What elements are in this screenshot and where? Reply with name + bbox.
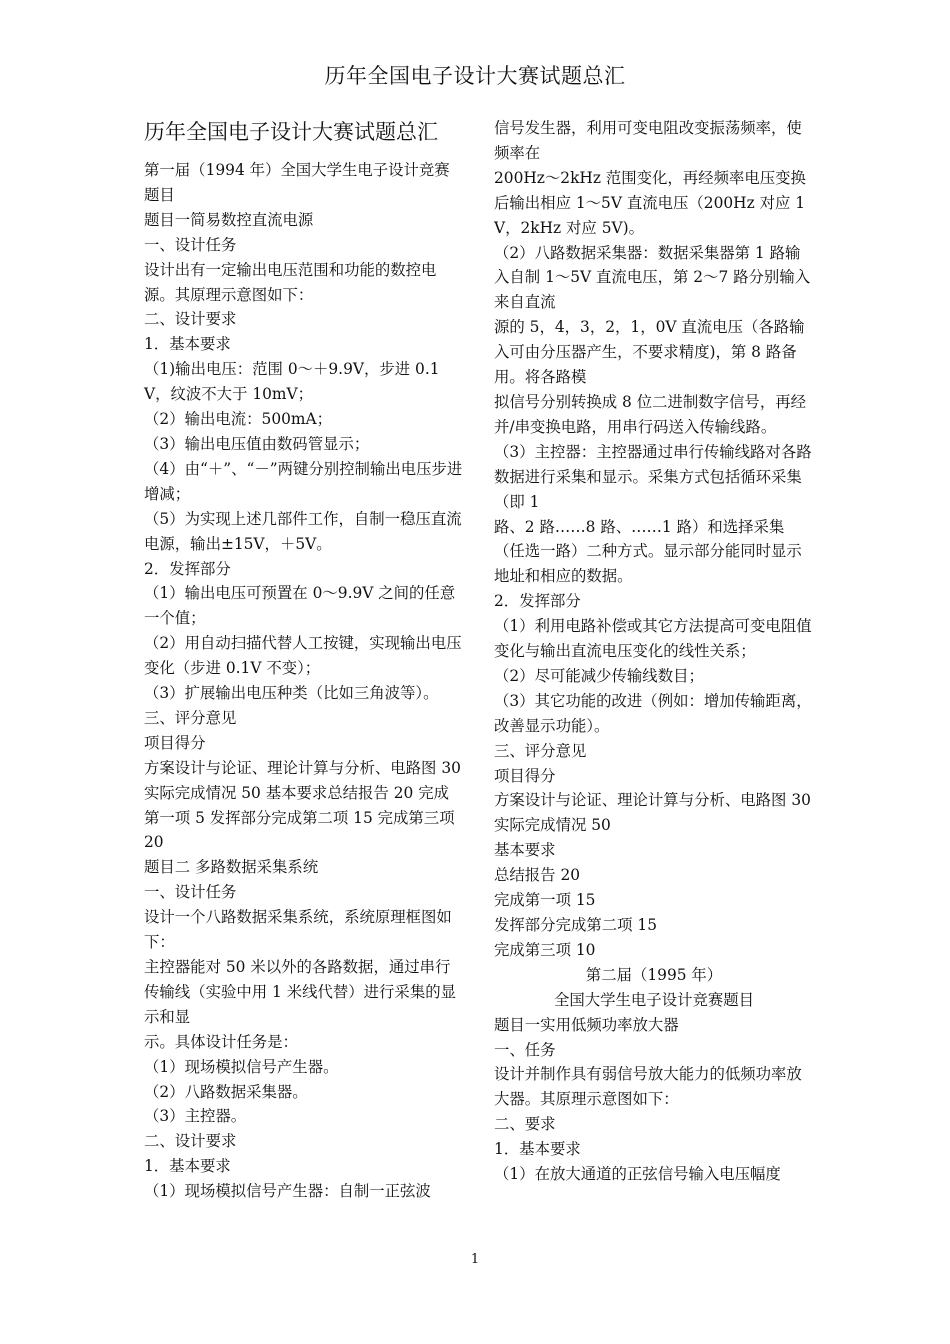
text-line: 示。具体设计任务是： xyxy=(144,1032,298,1051)
text-line: 完成第一项 15 xyxy=(494,891,596,910)
text-line: 1．基本要求 xyxy=(494,1140,581,1159)
text-line: 2．发挥部分 xyxy=(144,559,231,578)
text-line: 1．基本要求 xyxy=(144,335,231,354)
text-line: （1）利用电路补偿或其它方法提高可变电阻值变化与输出直流电压变化的线性关系； xyxy=(494,617,812,661)
text-line: 三、评分意见 xyxy=(144,708,237,727)
text-line: 设计出有一定输出电压范围和功能的数控电源。其原理示意图如下： xyxy=(144,260,437,304)
text-line: （3）其它功能的改进（例如：增加传输距离，改善显示功能）。 xyxy=(494,691,812,735)
text-line: 设计一个八路数据采集系统，系统原理框图如下： xyxy=(144,908,452,952)
text-line: （2）输出电流：500mA； xyxy=(144,410,333,429)
text-line: 200Hz～2kHz 范围变化，再经频率电压变换后输出相应 1～5V 直流电压（200Hz 对应 1V，2kHz 对应 5V)。 xyxy=(494,168,806,237)
text-line: 一、设计任务 xyxy=(144,883,237,902)
text-line: 项目得分 xyxy=(144,733,206,752)
text-line: 基本要求 xyxy=(494,841,556,860)
text-line: （2）尽可能减少传输线数目； xyxy=(494,666,704,685)
text-line: 第二届（1995 年） xyxy=(585,965,723,984)
text-line: 全国大学生电子设计竞赛题目 xyxy=(553,990,755,1009)
text-line: （2）八路数据采集器。 xyxy=(144,1082,308,1101)
text-line: 实际完成情况 50 xyxy=(494,816,611,835)
left-column-body xyxy=(144,158,464,1204)
text-line: 一、设计任务 xyxy=(144,235,237,254)
text-line: （1）在放大通道的正弦信号输入电压幅度 xyxy=(494,1165,781,1184)
right-column xyxy=(494,116,814,1187)
text-line: 第一届（1994 年）全国大学生电子设计竞赛题目 xyxy=(144,161,450,204)
text-line: （3）输出电压值由数码管显示； xyxy=(144,434,370,453)
text-line: 发挥部分完成第二项 15 xyxy=(494,916,657,934)
text-line: 题目二 多路数据采集系统 xyxy=(144,858,319,877)
text-line: 主控器能对 50 米以外的各路数据，通过串行传输线（实验中用 1 米线代替）进行采集的显示和显 xyxy=(144,958,456,1026)
text-line: 三、评分意见 xyxy=(494,741,587,760)
text-line: （1)输出电压：范围 0～＋9.9V，步进 0.1V，纹波不大于 10mV； xyxy=(144,360,440,404)
text-line: 1．基本要求 xyxy=(144,1157,231,1176)
text-line: 完成第三项 10 xyxy=(494,940,596,959)
text-line: 方案设计与论证、理论计算与分析、电路图 30 实际完成情况 50 基本要求总结报告 20 完成第一项 5 发挥部分完成第二项 15 完成第三项 20 xyxy=(144,758,461,852)
text-line: （1）现场模拟信号产生器。 xyxy=(144,1057,339,1076)
page-number: 1 xyxy=(470,1252,480,1267)
text-line: （1）输出电压可预置在 0～9.9V 之间的任意一个值； xyxy=(144,584,456,628)
text-line: 2．发挥部分 xyxy=(494,592,581,611)
text-line: （2）用自动扫描代替人工按键，实现输出电压变化（步进 0.1V 不变）； xyxy=(144,634,462,678)
text-line: （3）扩展输出电压种类（比如三角波等）。 xyxy=(144,684,439,703)
text-line: （4）由“＋”、“－”两键分别控制输出电压步进增减； xyxy=(144,459,463,503)
text-line: 二、要求 xyxy=(494,1115,556,1134)
text-line: 源的 5，4，3，2，1，0V 直流电压（各路输入可由分压器产生，不要求精度)，第 8 路备用。将各路模 xyxy=(494,318,805,387)
right-column-body xyxy=(494,116,814,1187)
text-line: 二、设计要求 xyxy=(144,310,237,329)
text-line: （1）现场模拟信号产生器：自制一正弦波 xyxy=(144,1182,431,1201)
text-line: 信号发生器，利用可变电阻改变振荡频率，使频率在 xyxy=(494,119,802,162)
document-title: 历年全国电子设计大赛试题总汇 xyxy=(144,120,438,144)
text-line: 二、设计要求 xyxy=(144,1132,237,1151)
text-line: （3）主控器：主控器通过串行传输线路对各路数据进行采集和显示。采集方式包括循环采集（即 1 xyxy=(494,442,812,511)
left-column xyxy=(144,116,464,1204)
text-line: 题目一实用低频功率放大器 xyxy=(494,1015,679,1034)
text-line: 路、2 路……8 路、……1 路）和选择采集（任选一路）二种方式。显示部分能同时显示地址和相应的数据。 xyxy=(494,517,802,586)
text-line: 设计并制作具有弱信号放大能力的低频功率放大器。其原理示意图如下： xyxy=(494,1065,802,1109)
text-line: （3）主控器。 xyxy=(144,1107,247,1126)
text-line: 题目一简易数控直流电源 xyxy=(144,210,314,229)
text-line: 一、任务 xyxy=(494,1040,556,1059)
text-line: （2）八路数据采集器：数据采集器第 1 路输入自制 1～5V 直流电压，第 2～7 路分别输入来自直流 xyxy=(494,243,811,312)
text-line: （5）为实现上述几部件工作，自制一稳压直流电源，输出±15V，＋5V。 xyxy=(144,509,462,553)
text-line: 项目得分 xyxy=(494,766,556,785)
text-line: 拟信号分别转换成 8 位二进制数字信号，再经并/串变换电路，用串行码送入传输线路。 xyxy=(494,392,806,436)
page-header-title: 历年全国电子设计大赛试题总汇 xyxy=(324,64,626,88)
text-line: 总结报告 20 xyxy=(494,866,581,885)
text-line: 方案设计与论证、理论计算与分析、电路图 30 xyxy=(494,791,811,810)
